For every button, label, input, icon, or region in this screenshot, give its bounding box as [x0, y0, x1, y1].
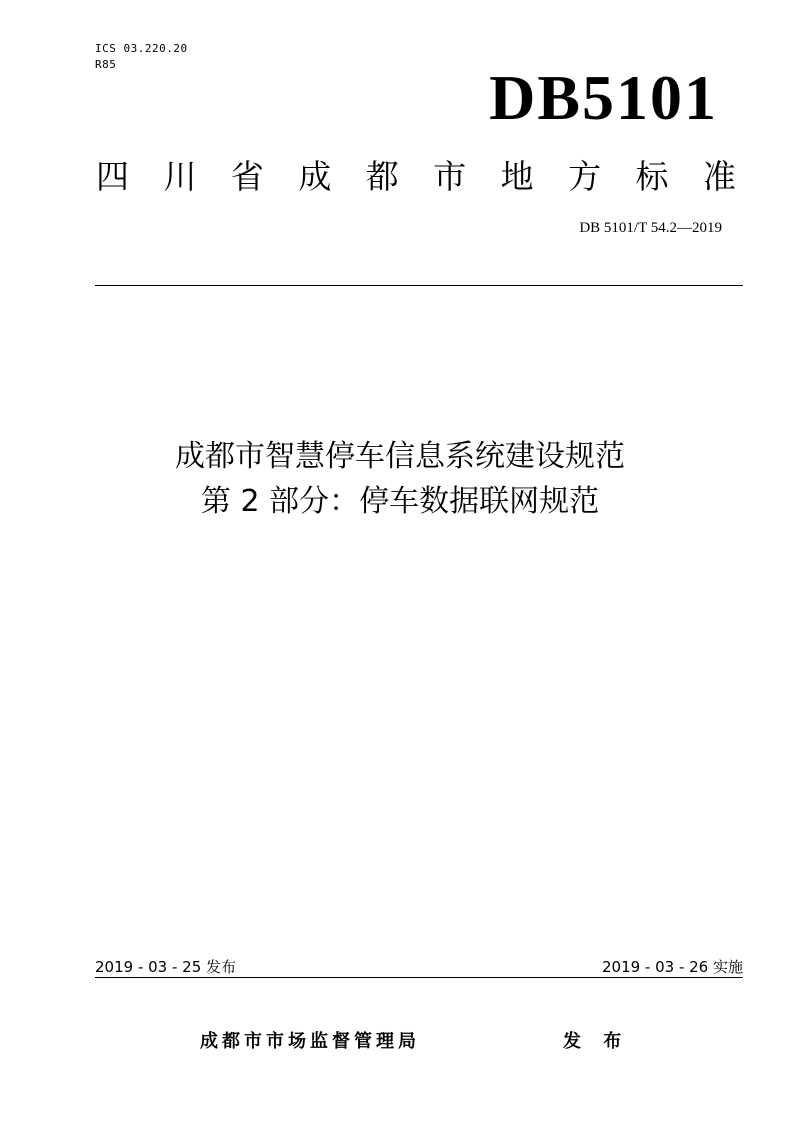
standard-type-char: 都 — [365, 157, 399, 196]
issuing-authority: 成都市市场监督管理局 — [200, 1031, 420, 1052]
standard-type-char: 成 — [298, 157, 332, 196]
standard-type-char: 川 — [163, 157, 197, 196]
standard-type-char: 省 — [230, 157, 264, 196]
standard-type-char: 四 — [96, 157, 129, 196]
ccs-code: R85 — [95, 58, 117, 71]
implementation-date: 2019 - 03 - 26 实施 — [601, 958, 743, 976]
standard-type-char: 标 — [635, 157, 669, 196]
standard-code-logo: DB5101 — [489, 62, 718, 133]
standard-type-char: 准 — [702, 157, 736, 196]
standard-type-char: 地 — [500, 157, 534, 196]
standard-type-char: 市 — [433, 157, 467, 196]
document-subtitle: 第 2 部分：停车数据联网规范 — [200, 484, 600, 519]
issue-date: 2019 - 03 - 25 发布 — [95, 958, 237, 976]
header-divider — [95, 285, 743, 286]
issue-label: 发 布 — [563, 1031, 630, 1052]
standard-type-char: 方 — [568, 157, 602, 196]
standard-number: DB 5101/T 54.2—2019 — [579, 220, 722, 236]
date-divider — [95, 977, 743, 978]
ics-code: ICS 03.220.20 — [95, 42, 188, 55]
standard-type-heading — [96, 157, 736, 197]
ics-classification — [95, 41, 188, 73]
document-title: 成都市智慧停车信息系统建设规范 — [175, 439, 625, 474]
